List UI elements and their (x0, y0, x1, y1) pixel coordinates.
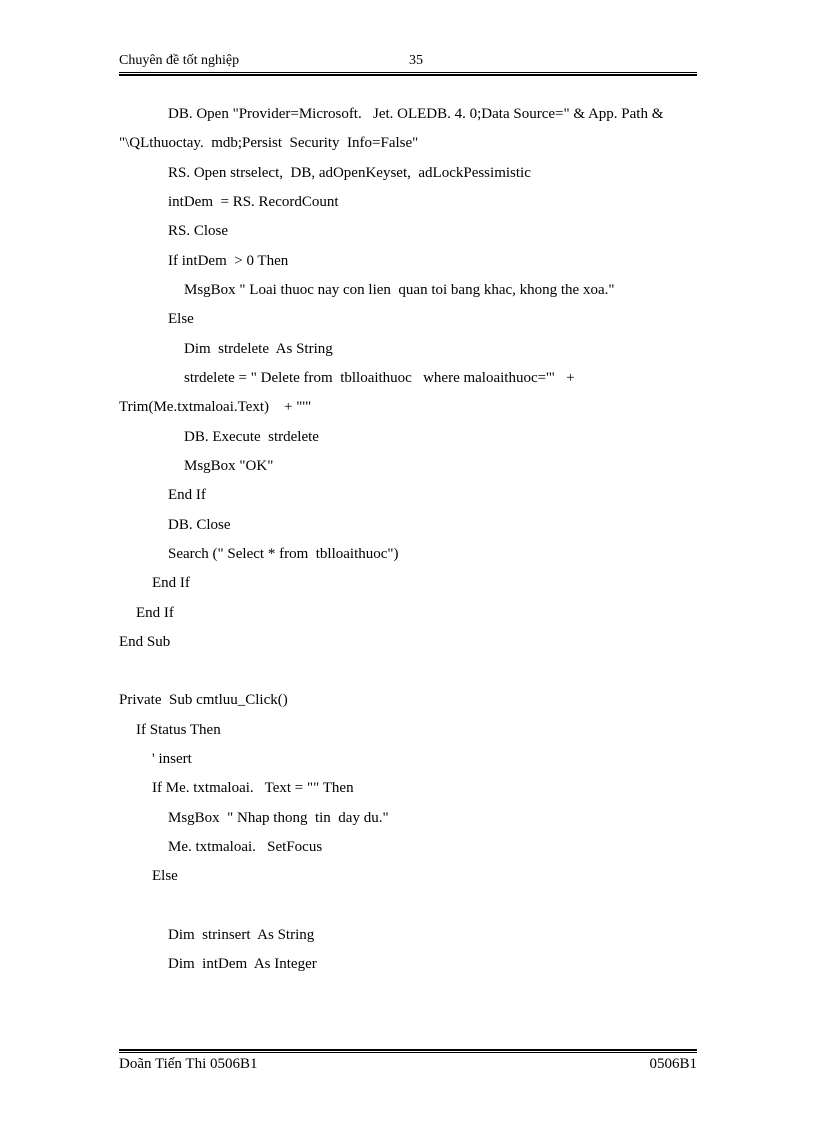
header-title: Chuyên đề tốt nghiệp (119, 53, 240, 68)
code-line: End Sub (119, 634, 171, 650)
code-line: If intDem > 0 Then (168, 253, 289, 269)
code-line: End If (152, 575, 190, 591)
code-line: RS. Open strselect, DB, adOpenKeyset, adLockPessimistic (168, 165, 531, 181)
code-line: intDem = RS. RecordCount (168, 194, 339, 210)
code-line: If Me. txtmaloai. Text = "" Then (152, 780, 354, 796)
footer-rule (119, 1052, 697, 1053)
code-line: Private Sub cmtluu_Click() (119, 692, 288, 708)
code-line: RS. Close (168, 223, 229, 239)
code-line: DB. Open "Provider=Microsoft. Jet. OLEDB. 4. 0;Data Source=" & App. Path & (168, 106, 664, 122)
code-line: Else (168, 311, 194, 327)
code-line: Trim(Me.txtmaloai.Text) + "'" (119, 399, 312, 415)
footer-rule-thick (119, 1049, 697, 1051)
page-number: 35 (409, 53, 423, 68)
code-line: End If (136, 605, 174, 621)
code-line: Dim strinsert As String (168, 927, 315, 943)
code-line: MsgBox "OK" (184, 458, 274, 474)
code-line: ' insert (152, 751, 192, 767)
code-line: DB. Execute strdelete (184, 429, 319, 445)
code-line: DB. Close (168, 517, 231, 533)
code-line: "\QLthuoctay. mdb;Persist Security Info=False" (119, 135, 419, 151)
code-line: Search (" Select * from tblloaithuoc") (168, 546, 399, 562)
code-line: strdelete = " Delete from tblloaithuoc where maloaithuoc='" + (184, 370, 575, 386)
code-line: MsgBox " Loai thuoc nay con lien quan toi bang khac, khong the xoa." (184, 282, 615, 298)
code-line: MsgBox " Nhap thong tin day du." (168, 810, 389, 826)
code-line: Else (152, 868, 178, 884)
code-line: End If (168, 487, 206, 503)
code-line: If Status Then (136, 722, 221, 738)
code-line: Me. txtmaloai. SetFocus (168, 839, 323, 855)
code-line: Dim intDem As Integer (168, 956, 317, 972)
footer-author: Doãn Tiến Thi 0506B1 (119, 1056, 258, 1072)
footer-code: 0506B1 (649, 1056, 697, 1072)
code-line: Dim strdelete As String (184, 341, 333, 357)
